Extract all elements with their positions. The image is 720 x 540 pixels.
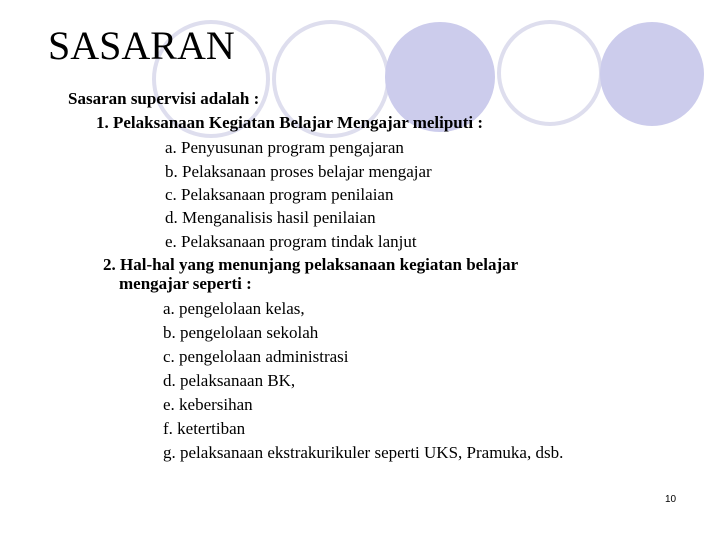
item-2-sub-a: a. pengelolaan kelas, [163, 299, 305, 318]
item-1-heading: 1. Pelaksanaan Kegiatan Belajar Mengajar meliputi : [96, 113, 484, 132]
item-2-sub-b: b. pengelolaan sekolah [163, 323, 319, 342]
page-number: 10 [665, 494, 677, 505]
item-1-sub-d: d. Menganalisis hasil penilaian [165, 208, 376, 227]
item-1-sub-c: c. Pelaksanaan program penilaian [165, 185, 394, 204]
item-2-sub-e: e. kebersihan [163, 395, 253, 414]
item-1-sub-e: e. Pelaksanaan program tindak lanjut [165, 232, 417, 251]
item-2-sub-f: f. ketertiban [163, 419, 246, 438]
item-2-sub-c: c. pengelolaan administrasi [163, 347, 349, 366]
item-1-sub-b: b. Pelaksanaan proses belajar mengajar [165, 162, 432, 181]
item-2-heading-line-2: mengajar seperti : [119, 274, 252, 293]
decorative-ring-3 [497, 20, 603, 126]
slide-title: SASARAN [48, 23, 235, 68]
item-2-sub-g: g. pelaksanaan ekstrakurikuler seperti UKS, Pramuka, dsb. [163, 443, 564, 462]
item-2-sub-d: d. pelaksanaan BK, [163, 371, 296, 390]
decorative-disc-2 [600, 22, 704, 126]
item-1-sub-a: a. Penyusunan program pengajaran [165, 138, 404, 157]
intro-text: Sasaran supervisi adalah : [68, 89, 260, 108]
item-2-heading-line-1: 2. Hal-hal yang menunjang pelaksanaan kegiatan belajar [103, 255, 519, 274]
